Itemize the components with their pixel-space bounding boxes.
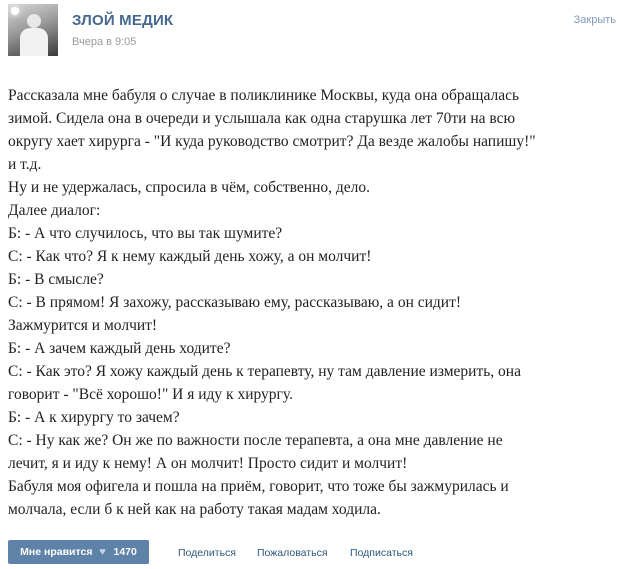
post-text-line: Б: - А зачем каждый день ходите? — [8, 340, 231, 357]
post-text-line: Рассказала мне бабуля о случае в поликлинике Москвы, куда она обращалась — [8, 87, 520, 104]
post-text-line: С: - Как что? Я к нему каждый день хожу, а он молчит! — [8, 248, 372, 265]
avatar-figure-head — [27, 14, 41, 28]
share-link[interactable]: Поделиться — [178, 547, 236, 559]
post-text-line: Бабуля моя офигела и пошла на приём, говорит, что тоже бы зажмурилась и — [8, 478, 509, 495]
avatar-lamp — [11, 7, 19, 15]
post-text-line: и т.д. — [8, 156, 42, 173]
post-text-line: Ну и не удержалась, спросила в чём, собственно, дело. — [8, 179, 371, 196]
heart-icon: ♥ — [99, 546, 106, 558]
avatar-figure-body — [20, 28, 48, 56]
post-header — [0, 0, 618, 64]
like-count: 1470 — [113, 546, 137, 558]
post-text-line: говорит - "Всё хорошо!" И я иду к хирургу. — [8, 386, 293, 403]
report-link[interactable]: Пожаловаться — [257, 547, 328, 559]
post-text-line: Б: - А к хирургу то зачем? — [8, 409, 180, 426]
post-timestamp[interactable]: Вчера в 9:05 — [72, 36, 137, 48]
post-text-line: округу хает хирурга - "И куда руководство смотрит? Да везде жалобы напишу!" — [8, 133, 536, 150]
post-actions — [0, 538, 618, 566]
close-link[interactable]: Закрыть — [573, 14, 616, 26]
post-text-line: Б: - В смысле? — [8, 271, 104, 288]
post-text-line: Зажмурится и молчит! — [8, 317, 158, 334]
post-body — [8, 84, 612, 521]
post-text-line: С: - Как это? Я хожу каждый день к терапевту, ну там давление измерить, она — [8, 363, 521, 380]
group-name-link[interactable]: ЗЛОЙ МЕДИК — [72, 12, 174, 29]
like-button[interactable] — [8, 540, 149, 564]
post-text-line: Б: - А что случилось, что вы так шумите? — [8, 225, 283, 242]
post-text-line: Далее диалог: — [8, 202, 101, 219]
like-label: Мне нравится — [20, 546, 93, 558]
subscribe-link[interactable]: Подписаться — [350, 547, 413, 559]
post-text-line: лечит, я и иду к нему! А он молчит! Просто сидит и молчит! — [8, 455, 408, 472]
post-text-line: зимой. Сидела она в очереди и услышала как одна старушка лет 70ти на всю — [8, 110, 516, 127]
group-avatar[interactable] — [8, 4, 58, 56]
post-text-line: молчала, если б к ней как на работу такая мадам ходила. — [8, 501, 381, 518]
post-text-line: С: - В прямом! Я захожу, рассказываю ему, рассказываю, а он сидит! — [8, 294, 462, 311]
post-text-line: С: - Ну как же? Он же по важности после терапевта, а она мне давление не — [8, 432, 503, 449]
